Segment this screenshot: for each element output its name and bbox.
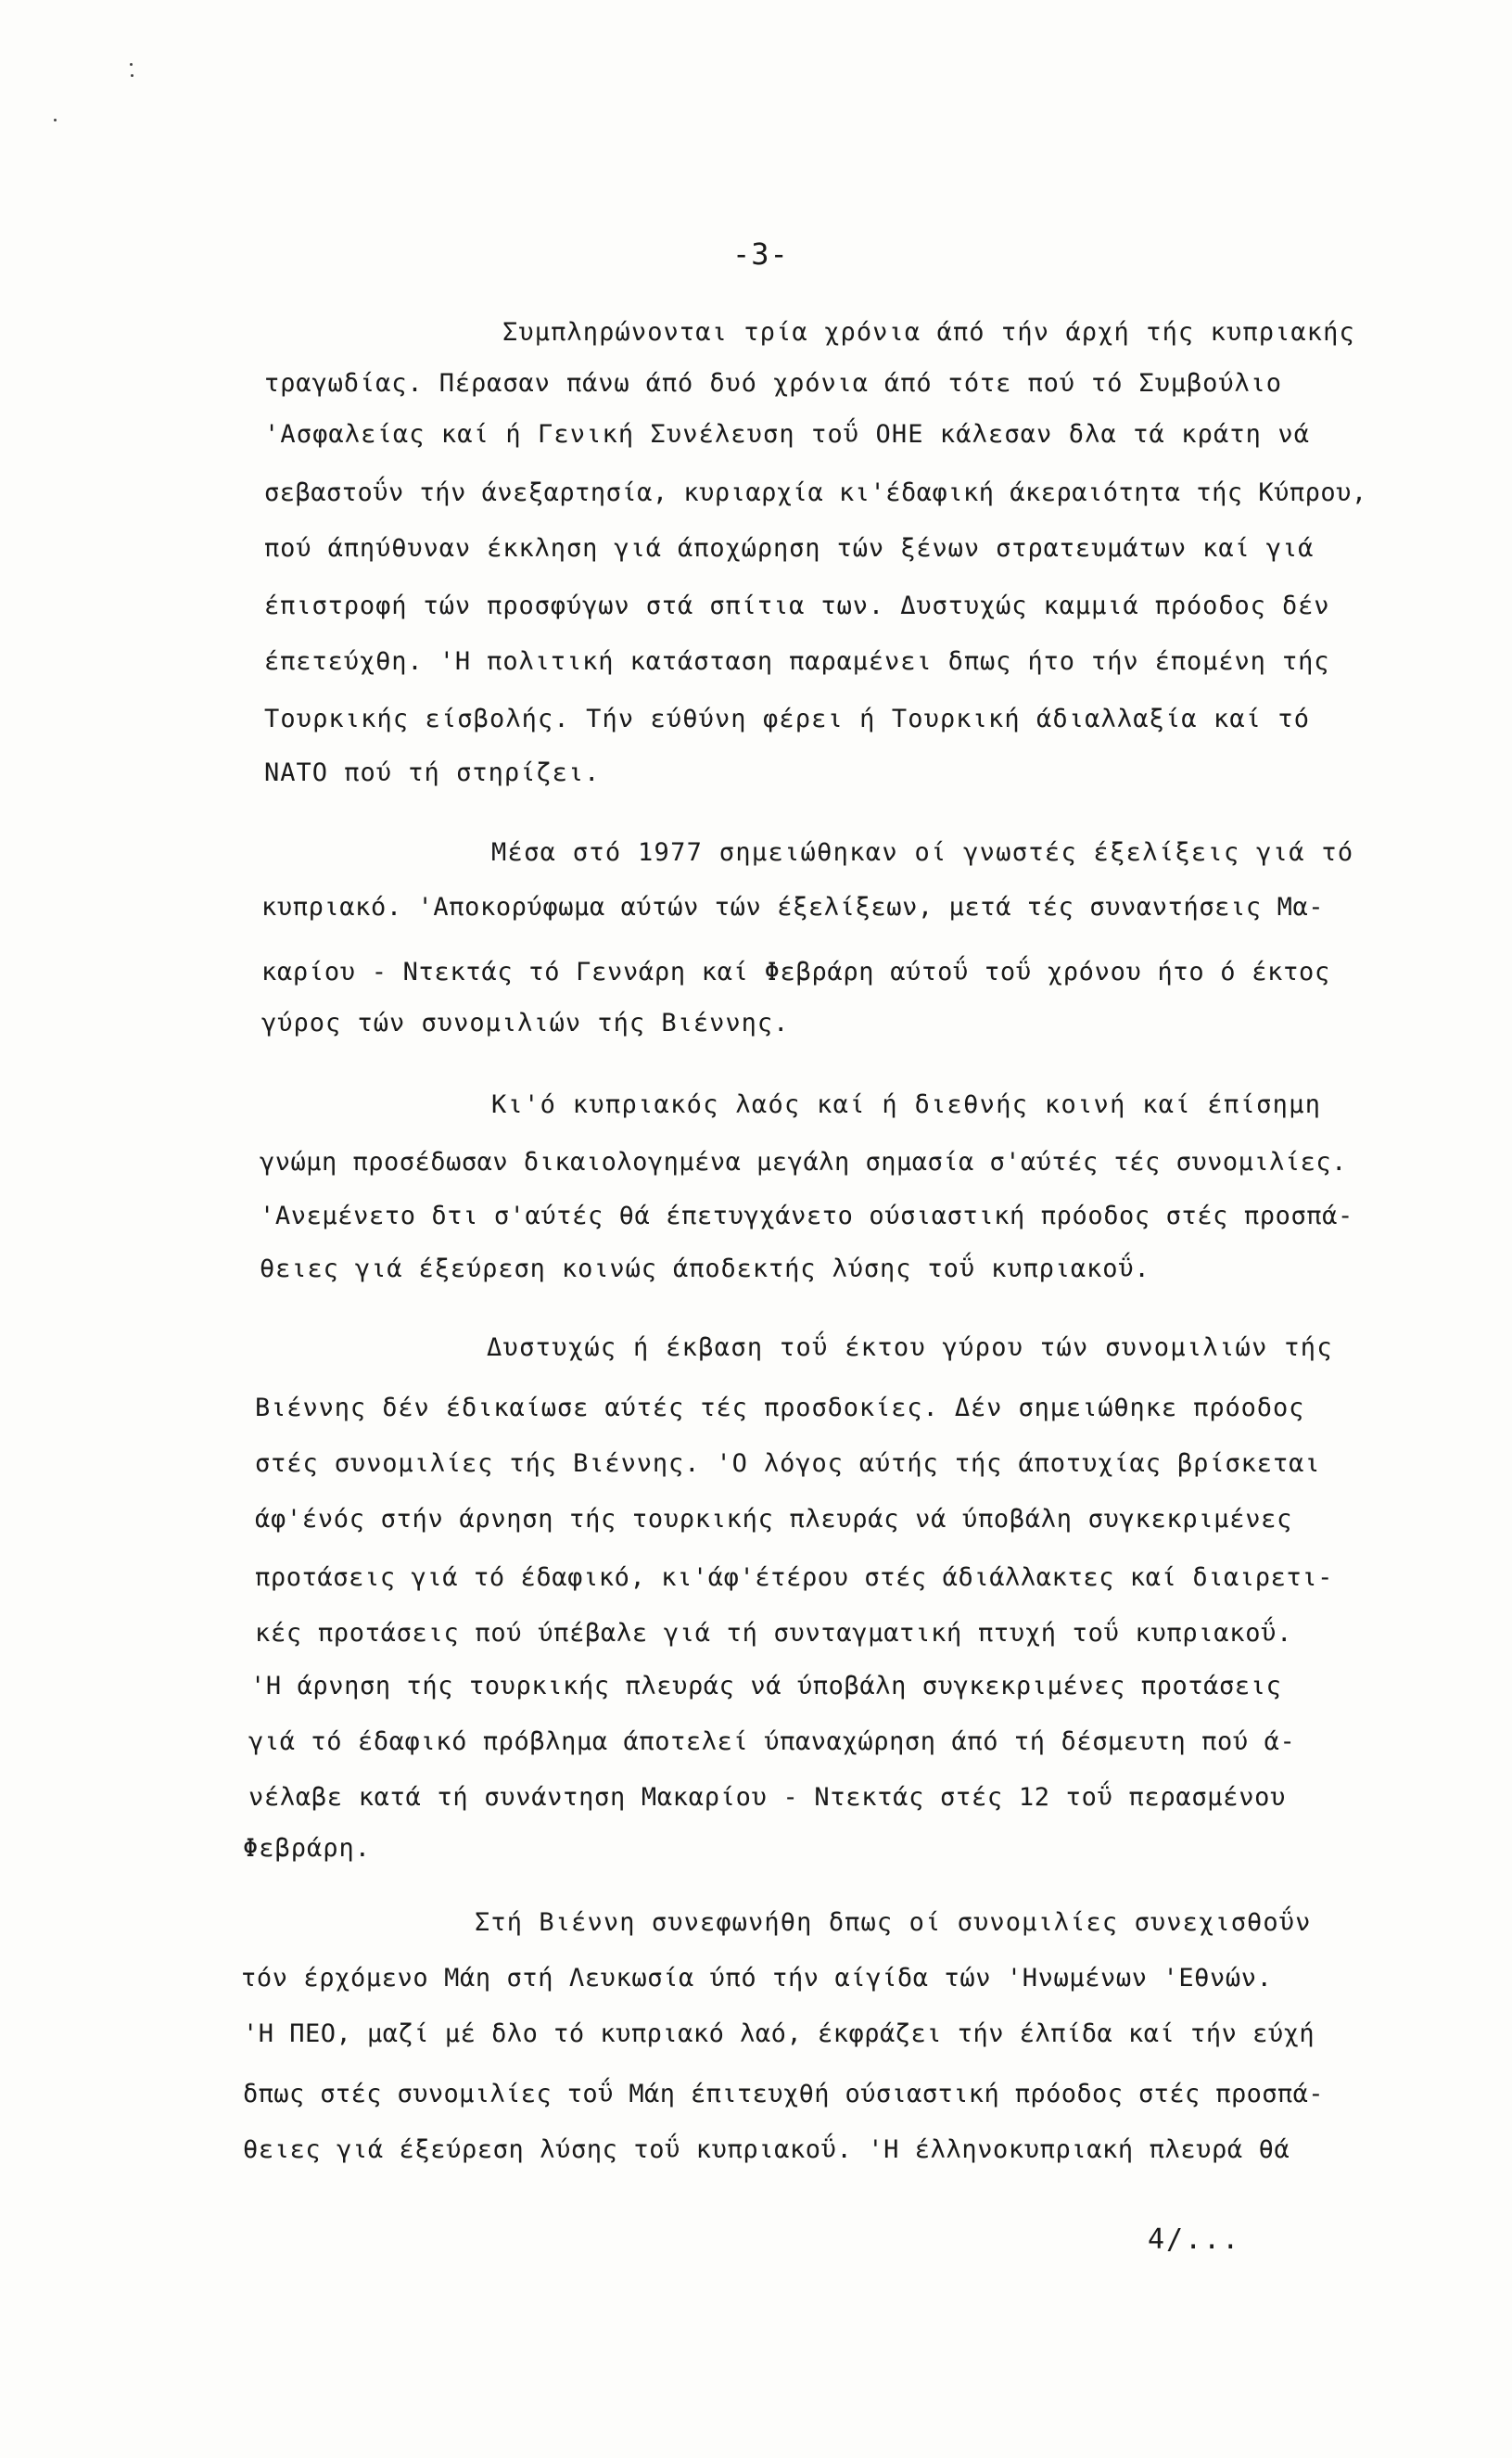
text-line: γνώμη προσέδωσαν δικαιολογημένα μεγάλη σημασία σ'αύτές τές συνομιλίες. xyxy=(260,1148,1347,1177)
text-line: ΝΑΤΟ πού τή στηρίζει. xyxy=(264,758,601,787)
text-line: 'Η ΠΕΟ, μαζί μέ δλο τό κυπριακό λαό, έκφράζει τήν έλπίδα καί τήν εύχή xyxy=(243,2019,1315,2048)
text-line: γύρος τών συνομιλιών τής Βιέννης. xyxy=(261,1009,790,1038)
page-number: -3- xyxy=(732,236,789,272)
text-line: γιά τό έδαφικό πρόβλημα άποτελεί ύπαναχώρηση άπό τή δέσμευτη πού ά- xyxy=(248,1727,1296,1756)
text-line: πού άπηύθυναν έκκληση γιά άποχώρηση τών ξένων στρατευμάτων καί γιά xyxy=(264,534,1315,563)
continuation-marker: 4/... xyxy=(1148,2223,1241,2256)
text-line: κυπριακό. 'Αποκορύφωμα αύτών τών έξελίξεων, μετά τές συναντήσεις Μα- xyxy=(261,893,1325,922)
text-line: άφ'ένός στήν άρνηση τής τουρκικής πλευράς νά ύποβάλη συγκεκριμένες xyxy=(255,1505,1293,1534)
scan-speck xyxy=(54,119,57,121)
text-line: 'Ανεμένετο δτι σ'αύτές θά έπετυγχάνετο ούσιαστική πρόοδος στές προσπά- xyxy=(260,1202,1353,1230)
text-line: 'Η άρνηση τής τουρκικής πλευράς νά ύποβάλη συγκεκριμένες προτάσεις xyxy=(250,1672,1282,1700)
text-line: Φεβράρη. xyxy=(243,1834,372,1863)
text-line: σεβαστοΰν τήν άνεξαρτησία, κυριαρχία κι'έδαφική άκεραιότητα τής Κύπρου, xyxy=(264,478,1367,507)
text-line: Συμπληρώνονται τρία χρόνια άπό τήν άρχή τής κυπριακής xyxy=(502,318,1355,347)
text-line: Στή Βιέννη συνεφωνήθη δπως οί συνομιλίες συνεχισθοΰν xyxy=(475,1908,1312,1937)
text-line: θειες γιά έξεύρεση λύσης τοΰ κυπριακοΰ. 'Η έλληνοκυπριακή πλευρά θά xyxy=(243,2135,1290,2164)
text-line: καρίου - Ντεκτάς τό Γεννάρη καί Φεβράρη αύτοΰ τοΰ χρόνου ήτο ό έκτος xyxy=(261,958,1330,987)
text-line: θειες γιά έξεύρεση κοινώς άποδεκτής λύσης τοΰ κυπριακοΰ. xyxy=(260,1254,1150,1283)
text-line: Δυστυχώς ή έκβαση τοΰ έκτου γύρου τών συνομιλιών τής xyxy=(487,1333,1333,1362)
text-line: έπιστροφή τών προσφύγων στά σπίτια των. Δυστυχώς καμμιά πρόοδος δέν xyxy=(264,592,1330,620)
text-line: Κι'ό κυπριακός λαός καί ή διεθνής κοινή καί έπίσημη xyxy=(491,1090,1322,1119)
text-line: νέλαβε κατά τή συνάντηση Μακαρίου - Ντεκτάς στές 12 τοΰ περασμένου xyxy=(248,1783,1287,1812)
scan-speck xyxy=(130,63,133,66)
text-line: 'Ασφαλείας καί ή Γενική Συνέλευση τοΰ ΟΗΕ κάλεσαν δλα τά κράτη νά xyxy=(264,420,1311,449)
scan-speck xyxy=(131,74,133,77)
text-line: Βιέννης δέν έδικαίωσε αύτές τές προσδοκίες. Δέν σημειώθηκε πρόοδος xyxy=(255,1394,1305,1422)
text-line: στές συνομιλίες τής Βιέννης. 'Ο λόγος αύτής τής άποτυχίας βρίσκεται xyxy=(255,1449,1321,1478)
text-line: Τουρκικής είσβολής. Τήν εύθύνη φέρει ή Τουρκική άδιαλλαξία καί τό xyxy=(264,705,1311,733)
text-line: δπως στές συνομιλίες τοΰ Μάη έπιτευχθή ούσιαστική πρόοδος στές προσπά- xyxy=(243,2080,1324,2108)
text-line: προτάσεις γιά τό έδαφικό, κι'άφ'έτέρου στές άδιάλλακτες καί διαιρετι- xyxy=(255,1563,1334,1592)
text-line: έπετεύχθη. 'Η πολιτική κατάσταση παραμένει δπως ήτο τήν έπομένη τής xyxy=(264,647,1330,676)
text-line: τόν έρχόμενο Μάη στή Λευκωσία ύπό τήν αίγίδα τών 'Ηνωμένων 'Εθνών. xyxy=(241,1964,1273,1993)
text-line: τραγωδίας. Πέρασαν πάνω άπό δυό χρόνια άπό τότε πού τό Συμβούλιο xyxy=(264,369,1282,398)
text-line: Μέσα στό 1977 σημειώθηκαν οί γνωστές έξελίξεις γιά τό xyxy=(491,838,1354,867)
text-line: κές προτάσεις πού ύπέβαλε γιά τή συνταγματική πτυχή τοΰ κυπριακοΰ. xyxy=(255,1619,1293,1648)
